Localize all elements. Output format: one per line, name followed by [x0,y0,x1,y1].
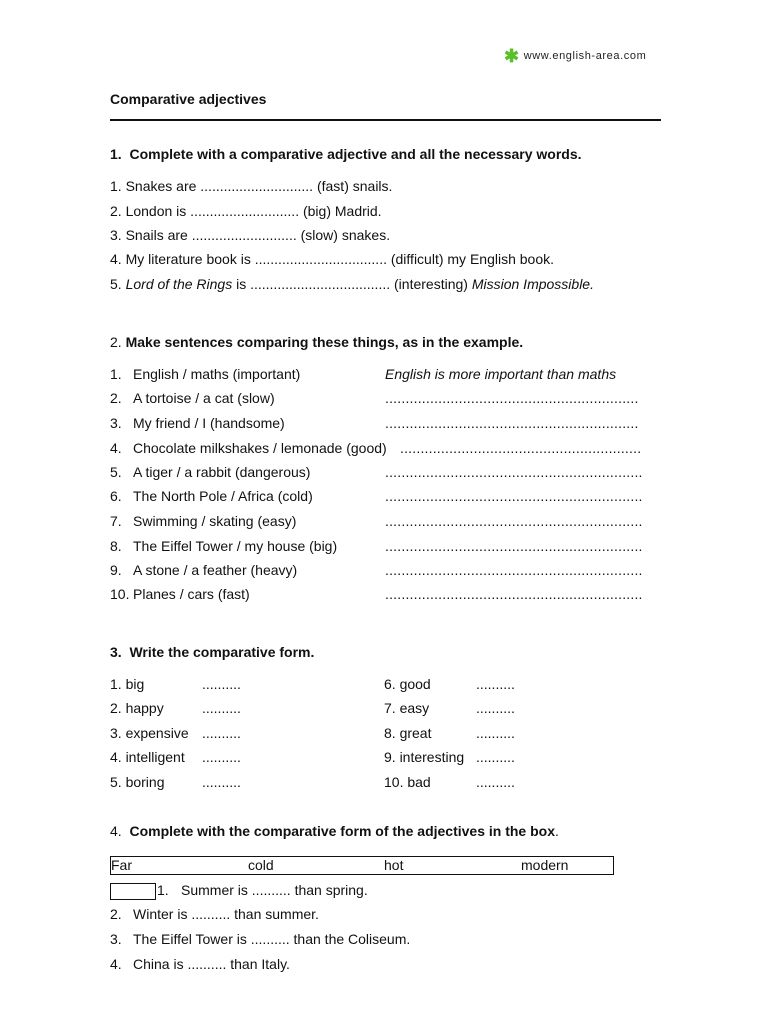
ex2-item-prompt: English / maths (important) [133,366,301,382]
ex2-answer-blank: .............................................................. [385,415,639,431]
ex1-line: 4. My literature book is .................................. (difficult) my English book. [110,251,555,267]
worksheet-title: Comparative adjectives [110,91,267,107]
ex3-blank: .......... [476,676,515,692]
ex2-item-number: 5. [110,464,122,480]
ex3-word: 5. boring [110,774,165,790]
word-box-item: cold [248,857,274,873]
word-box-item: hot [384,857,404,873]
ex3-blank: .......... [476,774,515,790]
ex3-word: 3. expensive [110,725,189,741]
title-divider [110,119,661,121]
ex4-heading [110,823,559,839]
ex2-example-answer: English is more important than maths [385,366,617,382]
ex4-item-text: Winter is .......... than summer. [133,906,319,922]
ex3-blank: .......... [476,700,515,716]
ex2-answer-blank: ............................................................... [385,488,643,504]
ex2-item-number: 6. [110,488,122,504]
ex4-item-text: Summer is .......... than spring. [181,882,368,898]
ex2-item-number: 3. [110,415,122,431]
ex2-number: 2. [110,334,122,350]
word-box-item: Far [111,857,132,873]
ex4-heading-text: Complete with the comparative form of the adjectives in the box [129,823,555,839]
ex2-item-number: 9. [110,562,122,578]
ex3-word: 7. easy [384,700,430,716]
ex3-blank: .......... [202,725,241,741]
ex2-item-number: 7. [110,513,122,529]
ex1-line [110,276,594,292]
ex3-word: 9. interesting [384,749,465,765]
ex3-blank: .......... [202,700,241,716]
ex4-number: 4. [110,823,122,839]
ex4-item-text: China is .......... than Italy. [133,956,290,972]
ex1-line5-title1: Lord of the Rings [125,276,233,292]
asterisk-logo-icon: ✱ [504,46,520,66]
ex3-blank: .......... [202,676,241,692]
ex2-answer-blank: .............................................................. [385,390,639,406]
ex4-heading-period: . [555,823,559,839]
ex4-item-number: 1. [157,882,169,898]
site-header [504,46,646,67]
ex2-item-number: 10. [110,586,130,602]
ex2-answer-blank: ............................................................... [385,586,643,602]
ex2-item-prompt: Swimming / skating (easy) [133,513,297,529]
ex1-line: 1. Snakes are ............................. (fast) snails. [110,178,393,194]
ex1-line5-num: 5. [110,276,126,292]
ex3-blank: .......... [476,725,515,741]
ex2-answer-blank: ............................................................... [385,464,643,480]
site-url: www.english-area.com [523,50,647,62]
ex3-word: 4. intelligent [110,749,185,765]
ex2-item-prompt: Chocolate milkshakes / lemonade (good) [133,440,387,456]
ex2-item-prompt: A tortoise / a cat (slow) [133,390,275,406]
ex3-heading [110,644,314,660]
ex1-line5-title2: Mission Impossible. [471,276,594,292]
ex2-heading [110,334,523,350]
ex1-heading [110,146,582,162]
word-box-item: modern [521,857,569,873]
ex2-item-prompt: My friend / I (handsome) [133,415,285,431]
ex4-item-number: 4. [110,956,122,972]
ex1-number: 1. [110,146,122,162]
ex3-word: 8. great [384,725,432,741]
ex2-item-number: 2. [110,390,122,406]
ex3-word: 2. happy [110,700,164,716]
ex1-line5-mid: is .................................... (interesting) [232,276,472,292]
ex4-item-number: 2. [110,906,122,922]
ex2-item-prompt: A tiger / a rabbit (dangerous) [133,464,311,480]
ex3-number: 3. [110,644,122,660]
ex1-line: 3. Snails are ........................... (slow) snakes. [110,227,391,243]
ex2-item-prompt: The Eiffel Tower / my house (big) [133,538,338,554]
ex1-heading-text: Complete with a comparative adjective and all the necessary words. [129,146,582,162]
ex2-heading-text: Make sentences comparing these things, as in the example. [125,334,524,350]
ex2-answer-blank: ........................................................... [400,440,642,456]
ex3-blank: .......... [202,774,241,790]
ex3-blank: .......... [476,749,515,765]
ex2-answer-blank: ............................................................... [385,562,643,578]
ex2-item-number: 8. [110,538,122,554]
ex4-item-number: 3. [110,931,122,947]
ex2-item-prompt: Planes / cars (fast) [133,586,250,602]
word-box [110,856,614,875]
ex2-item-prompt: A stone / a feather (heavy) [133,562,298,578]
ex2-item-number: 1. [110,366,122,382]
ex1-line: 2. London is ............................ (big) Madrid. [110,203,382,219]
ex2-answer-blank: ............................................................... [385,513,643,529]
ex3-word: 1. big [110,676,145,692]
empty-cell-box [110,883,156,900]
ex2-answer-blank: ............................................................... [385,538,643,554]
ex2-item-prompt: The North Pole / Africa (cold) [133,488,313,504]
ex4-item-text: The Eiffel Tower is .......... than the Coliseum. [133,931,411,947]
ex2-item-number: 4. [110,440,122,456]
ex3-word: 10. bad [384,774,431,790]
ex3-blank: .......... [202,749,241,765]
ex3-heading-text: Write the comparative form. [129,644,315,660]
ex3-word: 6. good [384,676,431,692]
